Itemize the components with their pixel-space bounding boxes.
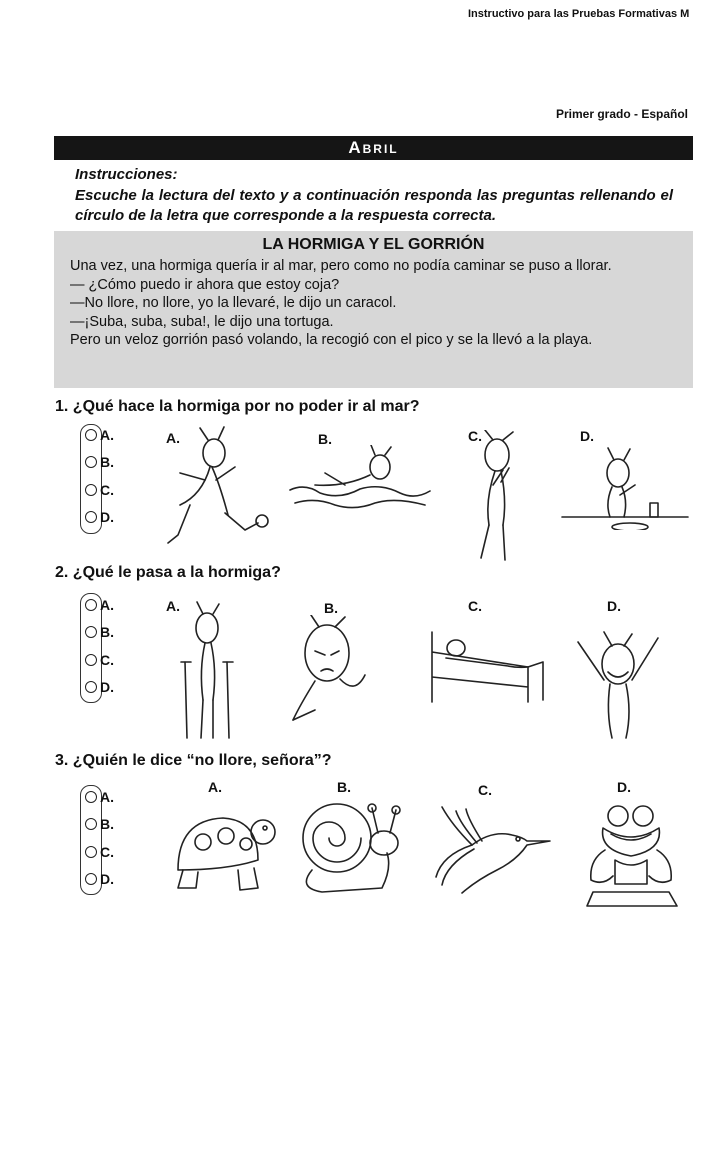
question-3: 3. ¿Quién le dice “no llore, señora”? (55, 752, 332, 769)
option-1d[interactable]: D. (85, 509, 114, 525)
radio-circle-icon[interactable] (85, 654, 97, 666)
option-3d[interactable]: D. (85, 871, 114, 887)
radio-circle-icon[interactable] (85, 626, 97, 638)
picture-label-3c: C. (478, 782, 492, 798)
picture-label-3d: D. (617, 779, 631, 795)
picture-label-1a: A. (166, 430, 180, 446)
picture-label-3b: B. (337, 779, 351, 795)
radio-circle-icon[interactable] (85, 818, 97, 830)
turtle-icon (168, 800, 278, 895)
ant-kicking-ball-icon (150, 425, 275, 550)
radio-circle-icon[interactable] (85, 429, 97, 441)
radio-circle-icon[interactable] (85, 791, 97, 803)
story-title: LA HORMIGA Y EL GORRIÓN (262, 236, 485, 253)
picture-label-2d: D. (607, 598, 621, 614)
story-line: —No llore, no llore, yo la llevaré, le dijo un caracol. (70, 295, 397, 311)
option-2b[interactable]: B. (85, 624, 114, 640)
option-2d[interactable]: D. (85, 679, 114, 695)
ant-in-bed-icon (428, 622, 548, 707)
question-2: 2. ¿Qué le pasa a la hormiga? (55, 564, 281, 581)
story-line: — ¿Cómo puedo ir ahora que estoy coja? (70, 276, 340, 293)
radio-circle-icon[interactable] (85, 599, 97, 611)
option-2c[interactable]: C. (85, 652, 114, 668)
picture-label-2a: A. (166, 598, 180, 614)
option-3a[interactable]: A. (85, 789, 114, 805)
grade-subject: Primer grado - Español (555, 107, 688, 121)
story-box (54, 231, 693, 388)
ant-angry-icon (285, 615, 385, 740)
story-text (70, 257, 679, 350)
frog-icon (583, 800, 681, 910)
picture-label-3a: A. (208, 779, 222, 795)
picture-label-1c: C. (468, 428, 482, 444)
ant-swimming-icon (285, 445, 435, 535)
option-1c[interactable]: C. (85, 482, 114, 498)
radio-circle-icon[interactable] (85, 873, 97, 885)
ant-with-crutches-icon (165, 600, 245, 740)
document-header: Instructivo para las Pruebas Formativas M (468, 8, 690, 20)
option-3c[interactable]: C. (85, 844, 114, 860)
ant-eating-icon (560, 445, 690, 530)
ant-crying-icon (455, 430, 535, 565)
radio-circle-icon[interactable] (85, 846, 97, 858)
radio-circle-icon[interactable] (85, 484, 97, 496)
question-1: 1. ¿Qué hace la hormiga por no poder ir al mar? (55, 398, 420, 415)
option-1b[interactable]: B. (85, 454, 114, 470)
option-1a[interactable]: A. (85, 427, 114, 443)
ant-happy-icon (568, 622, 668, 740)
radio-circle-icon[interactable] (85, 456, 97, 468)
picture-label-1b: B. (318, 431, 332, 447)
story-line: Una vez, una hormiga quería ir al mar, pero como no podía caminar se puso a llorar. (70, 258, 612, 274)
radio-circle-icon[interactable] (85, 511, 97, 523)
instructions-body: Escuche la lectura del texto y a continuación responda las preguntas rellenando el círculo de la letra que corresponde a la respuesta correcta. (75, 187, 673, 224)
picture-label-2c: C. (468, 598, 482, 614)
picture-label-2b: B. (324, 600, 338, 616)
story-line: Pero un veloz gorrión pasó volando, la recogió con el pico y se la llevó a la playa. (70, 332, 593, 348)
option-2a[interactable]: A. (85, 597, 114, 613)
story-line: —¡Suba, suba, suba!, le dijo una tortuga. (70, 313, 334, 330)
month-banner: Abril (54, 136, 693, 160)
picture-label-1d: D. (580, 428, 594, 444)
snail-icon (292, 798, 407, 898)
option-3b[interactable]: B. (85, 816, 114, 832)
sparrow-icon (432, 805, 552, 895)
instructions-title: Instrucciones: (75, 166, 178, 183)
radio-circle-icon[interactable] (85, 681, 97, 693)
